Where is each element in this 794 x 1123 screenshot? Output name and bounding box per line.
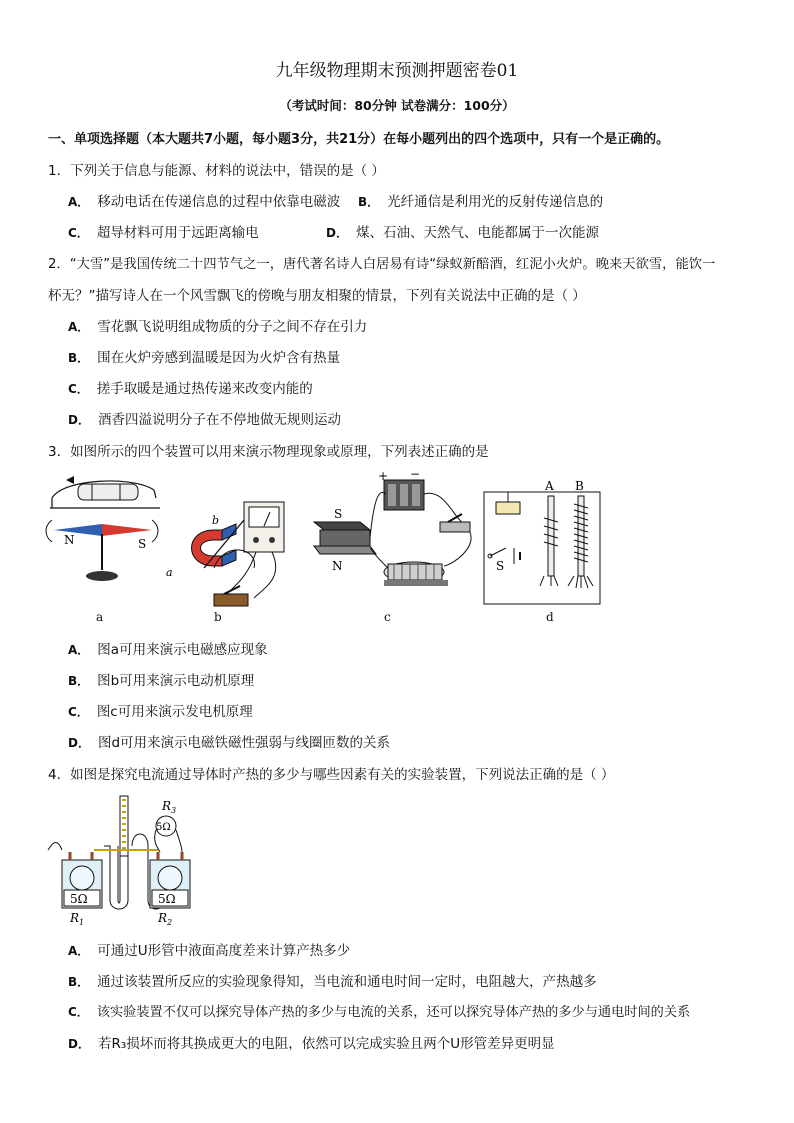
figure-d-b-label: B [575, 479, 584, 493]
figure-a-s-label: S [138, 537, 147, 551]
option-text: 图a可用来演示电磁感应现象 [97, 642, 268, 658]
question-4-stem: 4．如图是探究电流通过导体时产热的多少与哪些因素有关的实验装置，下列说法正确的是（ ） [48, 767, 615, 783]
question-3-stem: 3．如图所示的四个装置可以用来演示物理现象或原理，下列表述正确的是 [48, 444, 489, 460]
q4-option-b[interactable] [68, 970, 597, 990]
option-text: 可通过U形管中液面高度差来计算产热多少 [97, 943, 351, 959]
option-text: 图c可用来演示发电机原理 [96, 704, 253, 720]
figure-d-s-label: S [496, 559, 505, 573]
option-key: B． [358, 195, 380, 209]
question-2-stem-line2: 杯无？”描写诗人在一个风雪飘飞的傍晚与朋友相聚的情景，下列有关说法中正确的是（ ） [48, 288, 586, 304]
figure-a-oersted [46, 476, 160, 581]
option-key: D． [68, 413, 90, 427]
option-key: A． [68, 195, 90, 209]
right-resistor-label: 5Ω [158, 892, 176, 906]
figure-a-caption: a [96, 610, 104, 624]
page-title: 九年级物理期末预测押题密卷01 [275, 61, 519, 81]
option-key: A． [68, 320, 90, 334]
option-text: 图d可用来演示电磁铁磁性强弱与线圈匝数的关系 [97, 735, 391, 751]
option-key: C． [68, 1005, 89, 1019]
figure-a-n-label: N [64, 533, 75, 547]
q2-option-d[interactable] [68, 408, 341, 428]
figure-d-electromagnet [484, 479, 600, 604]
option-text: 若R₃损坏而将其换成更大的电阻，依然可以完成实验且两个U形管差异更明显 [97, 1036, 555, 1052]
figure-b-induction [166, 502, 284, 606]
q3-option-b[interactable] [68, 669, 254, 689]
option-key: D． [68, 736, 90, 750]
r1-letter: R [70, 911, 80, 925]
figure-c-plus: + [378, 469, 389, 483]
option-key: B． [68, 351, 90, 365]
option-key: B． [68, 975, 90, 989]
r3-resistor-label: 5Ω [156, 822, 171, 833]
q3-option-a[interactable] [68, 638, 268, 658]
r2-letter: R [158, 911, 168, 925]
option-key: B． [68, 674, 90, 688]
option-text: 该实验装置不仅可以探究导体产热的多少与电流的关系，还可以探究导体产热的多少与通电时间的关系 [96, 1005, 691, 1020]
option-key: D． [326, 226, 348, 240]
q2-option-b[interactable] [68, 346, 340, 366]
option-key: C． [68, 226, 89, 240]
option-text: 超导材料可用于远距离输电 [96, 225, 259, 241]
q1-option-d[interactable] [326, 221, 599, 241]
figure-d-caption: d [546, 610, 554, 624]
q4-figure [44, 790, 204, 930]
q4-option-a[interactable] [68, 939, 350, 959]
option-text: 通过该装置所反应的实验现象得知，当电流和通电时间一定时，电阻越大，产热越多 [97, 974, 597, 990]
q4-option-d[interactable] [68, 1032, 555, 1052]
r1-subscript: 1 [79, 918, 85, 927]
r3-label [161, 799, 176, 815]
q1-option-b[interactable] [358, 190, 603, 210]
q4-option-c[interactable] [68, 1001, 690, 1020]
option-key: A． [68, 944, 90, 958]
r3-subscript: 3 [171, 806, 177, 815]
figure-d-a-label: A [545, 479, 554, 493]
left-resistor-label: 5Ω [70, 892, 88, 906]
option-text: 酒香四溢说明分子在不停地做无规则运动 [97, 412, 341, 428]
q2-option-c[interactable] [68, 377, 313, 397]
q2-option-a[interactable] [68, 315, 367, 335]
figure-c-n-label: N [332, 559, 343, 573]
option-text: 围在火炉旁感到温暖是因为火炉含有热量 [97, 350, 341, 366]
q1-option-a[interactable] [68, 190, 340, 210]
q3-figure [44, 468, 614, 628]
figure-b-a-label: a [166, 566, 173, 579]
option-text: 煤、石油、天然气、电能都属于一次能源 [355, 225, 599, 241]
figure-b-caption: b [214, 610, 222, 624]
figure-b-b-label: b [212, 514, 220, 527]
option-text: 雪花飘飞说明组成物质的分子之间不存在引力 [97, 319, 368, 335]
option-text: 移动电话在传递信息的过程中依靠电磁波 [97, 194, 341, 210]
option-key: C． [68, 382, 89, 396]
option-key: C． [68, 705, 89, 719]
figure-c-caption: c [384, 610, 391, 624]
r1-label [69, 911, 84, 927]
r3-letter: R [162, 799, 172, 813]
exam-info: （考试时间：80分钟 试卷满分：100分） [279, 98, 515, 113]
figure-c-s-label: S [334, 507, 343, 521]
section-heading: 一、单项选择题（本大题共7小题，每小题3分，共21分）在每小题列出的四个选项中，只有一个是正确的。 [48, 132, 670, 147]
figure-c-motor [314, 468, 471, 586]
option-key: A． [68, 643, 90, 657]
question-1-stem: 1．下列关于信息与能源、材料的说法中，错误的是（ ） [48, 163, 385, 179]
option-text: 图b可用来演示电动机原理 [97, 673, 255, 689]
option-text: 搓手取暖是通过热传递来改变内能的 [96, 381, 313, 397]
q3-option-c[interactable] [68, 700, 253, 720]
question-2-stem-line1: 2．“大雪”是我国传统二十四节气之一，唐代著名诗人白居易有诗“绿蚁新醅酒，红泥小火炉。晚来天欲雪，能饮一 [48, 257, 716, 272]
option-key: D． [68, 1037, 90, 1051]
q3-option-d[interactable] [68, 731, 390, 751]
option-text: 光纤通信是利用光的反射传递信息的 [387, 194, 604, 210]
figure-c-minus: − [410, 468, 421, 481]
r2-subscript: 2 [167, 918, 173, 927]
q1-option-c[interactable] [68, 221, 259, 241]
r2-label [157, 911, 172, 927]
